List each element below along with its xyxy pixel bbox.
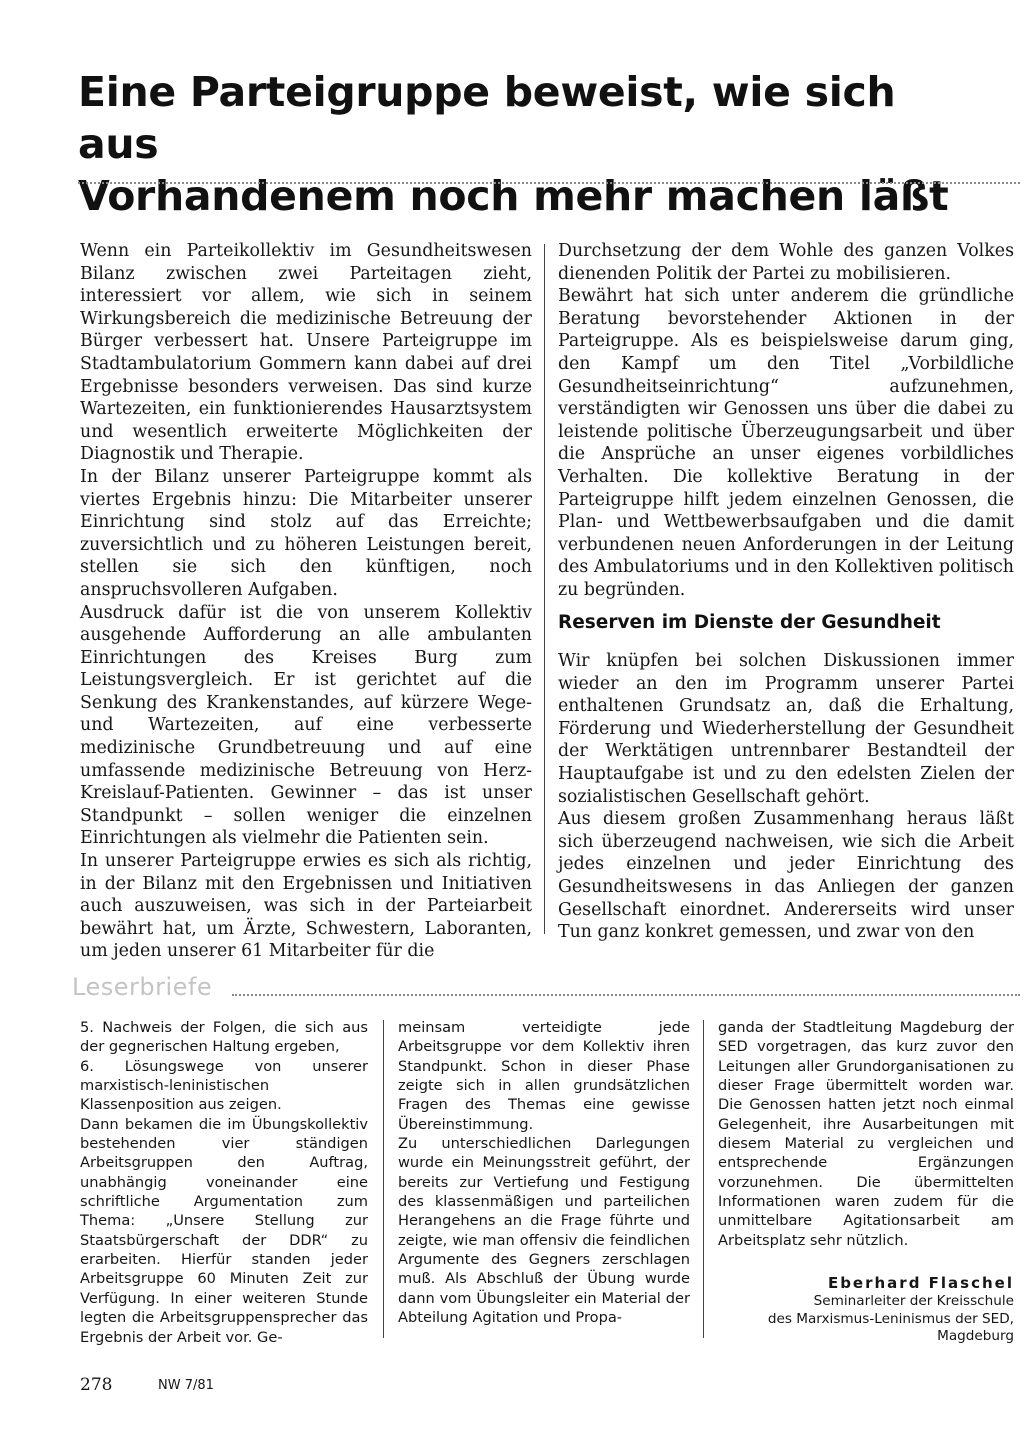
article-paragraph: In der Bilanz unserer Parteigruppe kommt als viertes Ergebnis hinzu: Die Mitarbeiter unserer Einrichtung sind stolz auf das Erreichte; zuversichtlich und zu höheren Leistungen bereit, stellen sie sich den künftigen, noch anspruchsvolleren Aufgaben. bbox=[80, 466, 532, 600]
article-paragraph: Wir knüpfen bei solchen Diskussionen immer wieder an den im Programm unserer Partei enthaltenen Grundsatz an, daß die Erhaltung, Förderung und Wiederherstellung der Gesundheit der Werktätigen untrennbarer Bestandteil der Hauptaufgabe ist und zu den edelsten Zielen der sozialistischen Gesellschaft gehört. bbox=[558, 651, 1014, 807]
article-paragraph: Ausdruck dafür ist die von unserem Kollektiv ausgehende Aufforderung an alle ambulanten Einrichtungen des Kreises Burg zum Leistungsvergleich. Er ist gerichtet auf die Senkung des Krankenstandes, auf kürzere Wege- und Wartezeiten, auf eine verbesserte medizinische Grundbetreuung und auf eine umfassende medizinische Betreuung von Herz-Kreislauf-Patienten. Gewinner – das ist unser Standpunkt – sollen weniger die einzelnen Einrichtungen als vielmehr die Patienten sein. bbox=[80, 602, 532, 849]
article-paragraph: Wenn ein Parteikollektiv im Gesundheitswesen Bilanz zwischen zwei Parteitagen zieht, interessiert vor allem, wie sich in seinem Wirkungsbereich die medizinische Betreuung der Bürger verbessert hat. Unsere Parteigruppe im Stadtambulatorium Gommern kann dabei auf drei Ergebnisse besonders verweisen. Das sind kurze Wartezeiten, ein funktionierendes Hausarztsystem und wesentlich erweiterte Möglichkeiten der Diagnostik und Therapie. bbox=[80, 241, 532, 465]
article-subheading: Reserven im Dienste der Gesundheit bbox=[558, 612, 941, 633]
letters-column-1 bbox=[80, 1018, 368, 1347]
letter-paragraph: 5. Nachweis der Folgen, die sich aus der gegnerischen Haltung ergeben, bbox=[80, 1019, 368, 1056]
author-role: Seminarleiter der Kreisschule bbox=[813, 1293, 1014, 1309]
letters-section-label: Leserbriefe bbox=[72, 973, 213, 1001]
letters-rule bbox=[232, 994, 1020, 996]
article-paragraph: Bewährt hat sich unter anderem die gründliche Beratung bevorstehender Aktionen in der Parteigruppe. Als es beispielsweise darum ging, den Kampf um den Titel „Vorbildliche Gesundheitseinrichtung“ aufzunehmen, verständigten wir Genossen uns über die dabei zu leistende politische Überzeugungsarbeit und über die Ansprüche an unser eigenes vorbildliches Verhalten. Die kollektive Beratung in der Parteigruppe hilft jedem einzelnen Genossen, die Plan- und Wettbewerbsaufgaben und die damit verbundenen neuen Anforderungen in der Leitung des Ambulatoriums und in den Kollektiven politisch zu begründen. bbox=[558, 286, 1014, 600]
article-column-1 bbox=[80, 240, 532, 963]
author-name: Eberhard Flaschel bbox=[827, 1274, 1014, 1292]
letter-paragraph: ganda der Stadtleitung Magdeburg der SED vorgetragen, das kurz zuvor den Leitungen aller Grundorganisationen zu dieser Frage übermittelt worden war. Die Genossen hatten jetzt noch einmal Gelegenheit, ihre Ausarbeitungen mit diesem Material zu vergleichen und entsprechende Ergänzungen vorzunehmen. Die übermittelten Informationen waren zudem für die unmittelbare Agitationsarbeit am Arbeitsplatz sehr nützlich. bbox=[718, 1019, 1014, 1249]
letter-paragraph: meinsam verteidigte jede Arbeitsgruppe vor dem Kollektiv ihren Standpunkt. Schon in dieser Phase zeigte sich in allen grundsätzlichen Fragen des Themas eine gewisse Übereinstimmung. bbox=[398, 1019, 690, 1133]
author-role: Magdeburg bbox=[937, 1328, 1014, 1344]
article-paragraph: In unserer Parteigruppe erwies es sich als richtig, in der Bilanz mit den Ergebnissen und Initiativen auch auszuweisen, was sich in der Parteiarbeit bewährt hat, um Ärzte, Schwestern, Laboranten, um jeden unserer 61 Mitarbeiter für die bbox=[80, 851, 532, 962]
article-column-2 bbox=[558, 240, 1014, 602]
article-paragraph: Aus diesem großen Zusammenhang heraus läßt sich überzeugend nachweisen, wie sich die Arbeit jedes einzelnen und jeder Einrichtung des Gesundheitswesens in das Anliegen der ganzen Gesellschaft einordnet. Andererseits wird unser Tun ganz konkret gemessen, und zwar von den bbox=[558, 809, 1014, 943]
headline-line-1: Eine Parteigruppe beweist, wie sich aus bbox=[78, 68, 896, 168]
letter-paragraph: Dann bekamen die im Übungskollektiv bestehenden vier ständigen Arbeitsgruppen den Auftrag, unabhängig voneinander eine schriftliche Argumentation zum Thema: „Unsere Stellung zur Staatsbürgerschaft der DDR“ zu erarbeiten. Hierfür standen jeder Arbeitsgruppe 60 Minuten Zeit zur Verfügung. In einer weiteren Stunde legten die Arbeitsgruppensprecher das Ergebnis der Arbeit vor. Ge- bbox=[80, 1115, 368, 1346]
article-paragraph: Durchsetzung der dem Wohle des ganzen Volkes dienenden Politik der Partei zu mobilisieren. bbox=[558, 241, 1014, 284]
letter-signature bbox=[718, 1273, 1014, 1346]
letters-column-3 bbox=[718, 1018, 1014, 1250]
letters-column-divider bbox=[703, 1020, 704, 1338]
headline-rule bbox=[78, 182, 1020, 184]
letters-column-2 bbox=[398, 1018, 690, 1328]
article-column-2-continued bbox=[558, 650, 1014, 944]
page-number: 278 bbox=[80, 1375, 113, 1395]
letters-column-divider bbox=[383, 1020, 384, 1338]
article-headline bbox=[78, 66, 978, 222]
author-role: des Marxismus-Leninismus der SED, bbox=[767, 1310, 1014, 1327]
letter-paragraph: 6. Lösungswege von unserer marxistisch-leninistischen Klassenposition aus zeigen. bbox=[80, 1057, 368, 1114]
issue-label: NW 7/81 bbox=[158, 1378, 214, 1393]
column-divider bbox=[544, 244, 545, 934]
letter-paragraph: Zu unterschiedlichen Darlegungen wurde ein Meinungsstreit geführt, der bereits zur Vertiefung und Festigung des klassenmäßigen und parteilichen Herangehens an die Frage führte und zeigte, wie man offensiv die feindlichen Argumente des Gegners zerschlagen muß. Als Abschluß der Übung wurde dann vom Übungsleiter ein Material der Abteilung Agitation und Propa- bbox=[398, 1135, 690, 1327]
headline-line-2: Vorhandenem noch mehr machen läßt bbox=[78, 172, 949, 220]
